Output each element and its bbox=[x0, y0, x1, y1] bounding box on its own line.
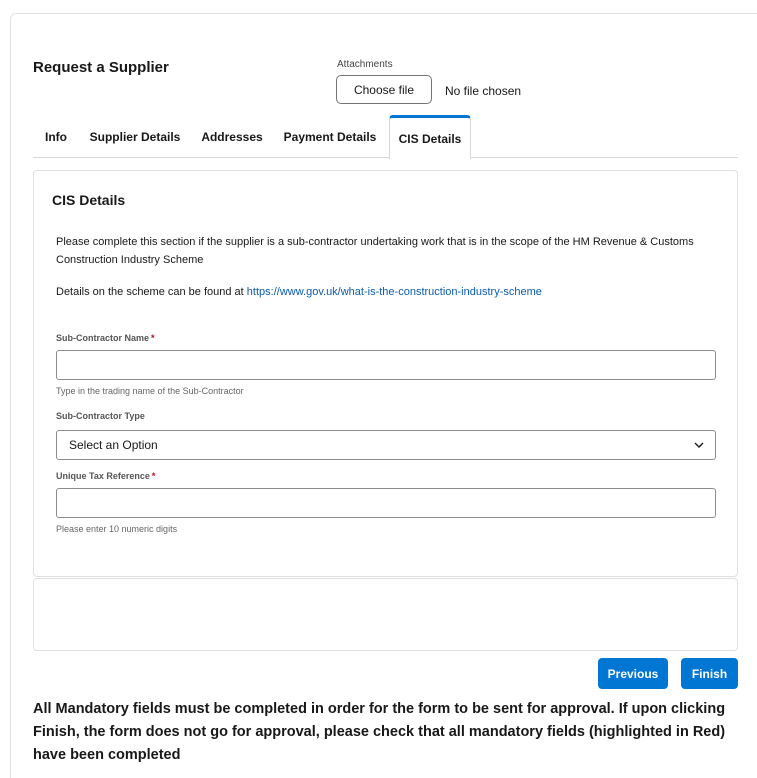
mandatory-fields-notice: All Mandatory fields must be completed in order for the form to be sent for approval. If upon clicking Finish, the form does not go for approval, please check that all mandatory fields (highlighted in Red) have been completed bbox=[33, 701, 726, 763]
intro-text: Please complete this section if the supplier is a sub-contractor undertaking work that is in the scope of the HM Revenue & Customs Construction Industry Scheme bbox=[56, 236, 694, 266]
required-marker: * bbox=[151, 333, 155, 343]
unique-tax-reference-input[interactable] bbox=[56, 488, 716, 518]
unique-tax-reference-label bbox=[56, 471, 155, 481]
cis-details-panel bbox=[33, 170, 738, 577]
sub-contractor-name-input[interactable] bbox=[56, 350, 716, 380]
tab-info[interactable]: Info bbox=[45, 129, 67, 144]
tab-bar bbox=[33, 115, 738, 158]
sub-contractor-name-help: Type in the trading name of the Sub-Contractor bbox=[56, 386, 244, 396]
details-text bbox=[56, 286, 542, 298]
details-prefix: Details on the scheme can be found at bbox=[56, 286, 247, 298]
sub-contractor-type-select[interactable] bbox=[56, 430, 716, 460]
tab-cis-details[interactable]: CIS Details bbox=[389, 115, 471, 159]
page-title: Request a Supplier bbox=[33, 59, 169, 76]
previous-button[interactable]: Previous bbox=[598, 658, 668, 689]
tab-supplier-details[interactable]: Supplier Details bbox=[89, 129, 181, 144]
chevron-down-icon bbox=[693, 439, 705, 451]
empty-panel bbox=[33, 578, 738, 651]
required-marker: * bbox=[151, 471, 156, 481]
sub-contractor-name-label bbox=[56, 333, 155, 343]
unique-tax-reference-label-text: Unique Tax Reference bbox=[56, 471, 150, 481]
attachments-label: Attachments bbox=[337, 59, 393, 70]
choose-file-button[interactable]: Choose file bbox=[336, 75, 432, 104]
sub-contractor-name-label-text: Sub-Contractor Name bbox=[56, 333, 150, 343]
finish-button[interactable]: Finish bbox=[681, 658, 738, 689]
section-title: CIS Details bbox=[52, 192, 126, 208]
unique-tax-reference-help: Please enter 10 numeric digits bbox=[56, 524, 178, 534]
sub-contractor-type-label: Sub-Contractor Type bbox=[56, 411, 145, 421]
sub-contractor-type-value: Select an Option bbox=[69, 438, 158, 452]
no-file-text: No file chosen bbox=[445, 84, 522, 98]
tab-payment-details[interactable]: Payment Details bbox=[283, 129, 377, 144]
scheme-link[interactable]: https://www.gov.uk/what-is-the-construction-industry-scheme bbox=[246, 286, 542, 298]
tab-addresses[interactable]: Addresses bbox=[201, 129, 263, 144]
